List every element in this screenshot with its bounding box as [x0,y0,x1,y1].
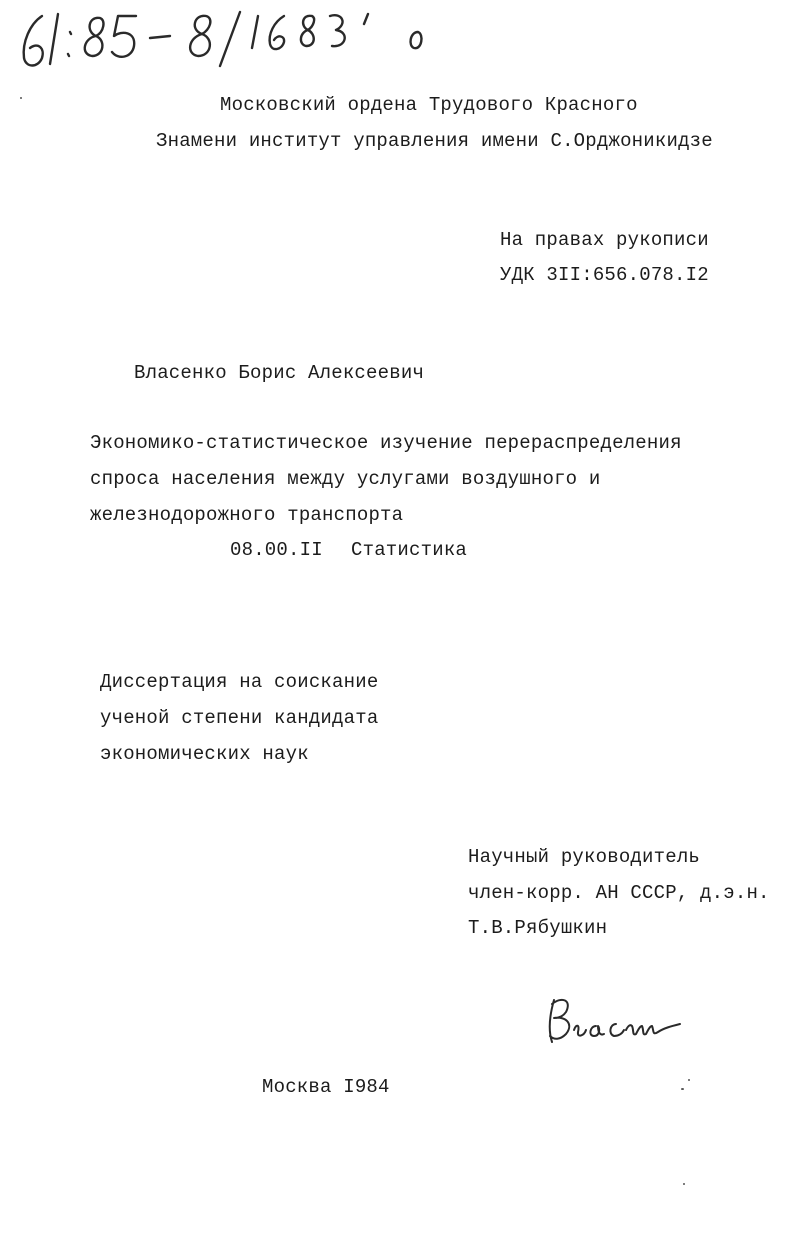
manuscript-rights: На правах рукописи [500,229,709,251]
degree-line-2: ученой степени кандидата [100,707,379,729]
supervisor-role: Научный руководитель [468,846,701,868]
scan-speck [688,1079,690,1081]
degree-line-3: экономических наук [100,743,309,765]
thesis-title-line-1: Экономико-статистическое изучение перераспределения [90,432,682,454]
specialty-code: 08.00.II [230,539,323,561]
scan-speck [681,1088,684,1090]
udc-code: УДК 3II:656.078.I2 [500,264,709,286]
city-year: Москва I984 [262,1076,390,1098]
thesis-title-line-3: железнодорожного транспорта [90,504,404,526]
author-signature [540,990,690,1050]
supervisor-title: член-корр. АН СССР, д.э.н. [468,882,770,904]
scan-speck [20,97,22,99]
author-name: Власенко Борис Алексеевич [134,362,425,384]
thesis-title-line-2: спроса населения между услугами воздушного и [90,468,601,490]
degree-line-1: Диссертация на соискание [100,671,379,693]
specialty-name: Статистика [351,539,468,561]
supervisor-name: Т.В.Рябушкин [468,917,608,939]
institution-line-1: Московский ордена Трудового Красного [220,94,638,116]
institution-line-2: Знамени институт управления имени С.Орджоникидзе [156,130,713,152]
scan-speck [683,1183,685,1185]
archive-number-handwriting [8,2,448,82]
